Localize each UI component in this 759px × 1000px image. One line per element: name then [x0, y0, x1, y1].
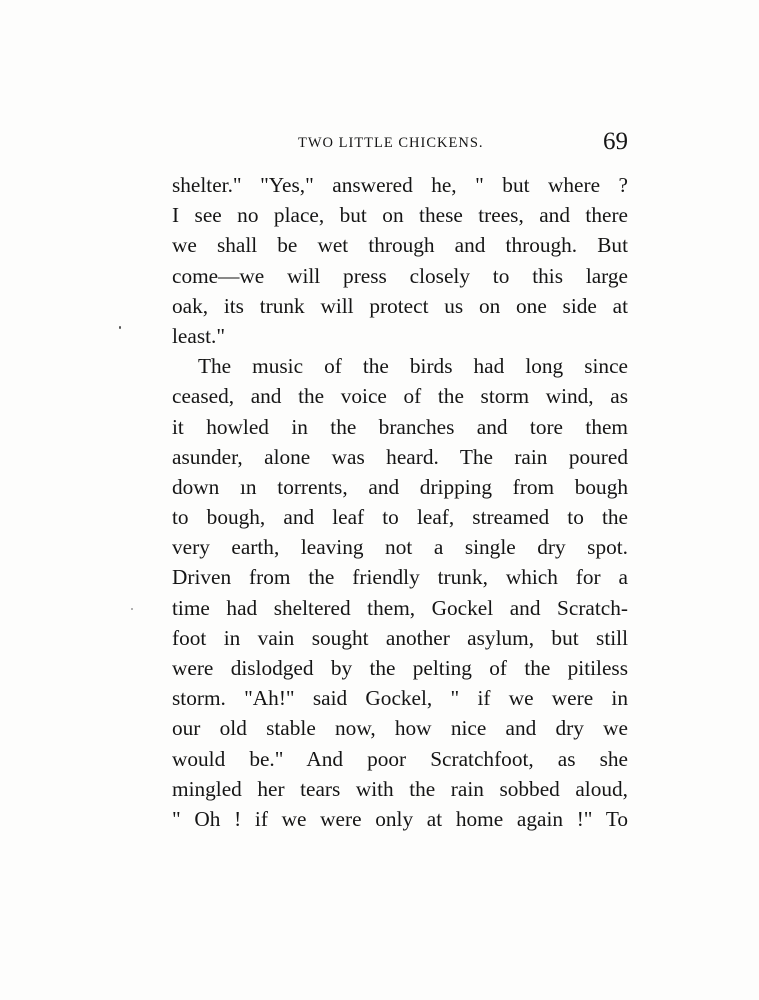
text-line: shelter." "Yes," answered he, " but where ? — [172, 173, 628, 197]
ink-speck — [131, 608, 133, 610]
text-line: The music of the birds had long since — [198, 354, 628, 379]
text-line: mingled her tears with the rain sobbed aloud, — [172, 776, 628, 801]
running-title: TWO LITTLE CHICKENS. — [298, 135, 484, 151]
text-line: to bough, and leaf to leaf, streamed to the — [172, 505, 628, 530]
running-head — [172, 128, 628, 160]
text-line: " Oh ! if we were only at home again !" To — [172, 806, 628, 831]
text-line: it howled in the branches and tore them — [172, 414, 628, 439]
text-line: I see no place, but on these trees, and there — [172, 203, 628, 228]
text-line: least." — [172, 323, 226, 348]
text-line: were dislodged by the pelting of the pitiless — [172, 656, 628, 680]
text-line: we shall be wet through and through. But — [172, 233, 628, 258]
body-text — [172, 170, 628, 834]
text-line: ceased, and the voice of the storm wind, as — [172, 384, 628, 409]
text-line: storm. "Ah!" said Gockel, " if we were in — [172, 686, 628, 711]
text-line: foot in vain sought another asylum, but still — [172, 625, 628, 650]
ink-speck — [119, 326, 121, 329]
text-line: our old stable now, how nice and dry we — [172, 716, 628, 741]
text-line: oak, its trunk will protect us on one side at — [172, 293, 628, 318]
page-number: 69 — [603, 128, 628, 155]
text-line: down ın torrents, and dripping from bough — [172, 474, 628, 499]
text-line: time had sheltered them, Gockel and Scratch- — [172, 595, 628, 620]
text-line: come—we will press closely to this large — [172, 263, 628, 288]
text-line: Driven from the friendly trunk, which for a — [172, 565, 628, 590]
text-line: very earth, leaving not a single dry spot. — [172, 535, 628, 560]
text-line: would be." And poor Scratchfoot, as she — [172, 746, 628, 771]
text-line: asunder, alone was heard. The rain poured — [172, 444, 628, 469]
